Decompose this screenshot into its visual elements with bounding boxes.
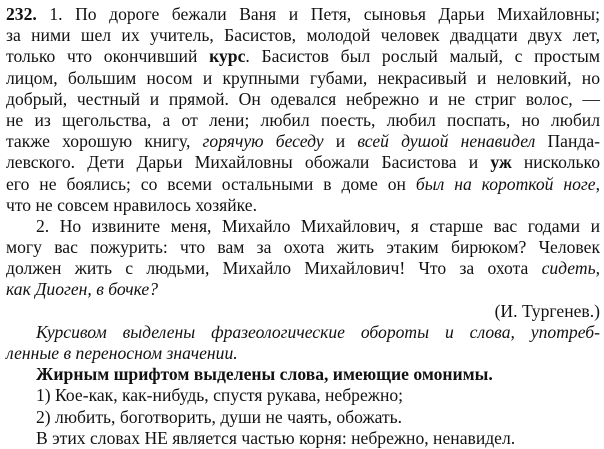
text-line xyxy=(6,46,600,67)
text-segment: должен жить с людьми, Михайло Михайлович! Что за охота xyxy=(6,258,542,279)
italic-phrase: всей душой ненавидел xyxy=(357,131,536,152)
text-segment: нисколько xyxy=(511,152,600,173)
text-segment: . Басистов был рослый малый, с простым xyxy=(245,46,600,67)
text-line xyxy=(6,258,600,279)
italic-note: ленные в переносном значении. xyxy=(6,343,238,363)
exercise-text xyxy=(6,4,600,449)
italic-phrase: горячую беседу xyxy=(202,131,324,152)
italic-phrase: сидеть, xyxy=(541,258,600,279)
bold-heading: Жирным шрифтом выделены слова, имеющие омонимы. xyxy=(36,364,493,385)
text-segment: его не боялись; со всеми остальными в доме он xyxy=(6,173,416,194)
text-line xyxy=(6,4,600,25)
list-item: 2) любить, боготворить, души не чаять, обожать. xyxy=(36,406,403,427)
text-line: могу вас пожурить: что вам за охота жить этаким бирюком? Человек xyxy=(6,237,600,258)
text-line: что не совсем нравилось хозяйке. xyxy=(6,194,257,215)
attribution: (И. Тургенев.) xyxy=(494,300,600,321)
italic-phrase: был на короткой ноге xyxy=(415,173,596,194)
text-segment: 1. По дороге бежали Ваня и Петя, сыновья Дарьи Михайловны; xyxy=(49,4,600,24)
bold-word: уж xyxy=(490,152,512,173)
text-line: за ними шел их учитель, Басистов, молодой человек двадцати двух лет, xyxy=(6,25,600,46)
exercise-number: 232. xyxy=(6,4,37,24)
text-segment: только что окончивший xyxy=(6,46,210,67)
text-line xyxy=(6,174,600,195)
conclusion-line: В этих словах НЕ является частью корня: небрежно, ненавидел. xyxy=(36,427,516,448)
bold-word: курс xyxy=(209,46,246,67)
text-segment: также хорошую книгу, xyxy=(6,131,203,152)
italic-note: Курсивом выделены фразеологические обороты и слова, употреб- xyxy=(36,321,600,342)
text-segment: , xyxy=(595,173,600,194)
text-segment: левского. Дети Дарьи Михайловны обожали Басистова и xyxy=(6,152,491,173)
italic-phrase: как Диоген, в бочке? xyxy=(6,279,158,300)
text-line: лицом, большим носом и крупными губами, некрасивый и неловкий, но xyxy=(6,67,600,88)
text-line: не из щегольства, а от лени; любил поесть, любил поспать, но любил xyxy=(6,109,600,130)
text-line: 2. Но извините меня, Михайло Михайлович, я старше вас годами и xyxy=(36,215,600,236)
text-segment: и xyxy=(323,131,358,152)
text-line xyxy=(6,131,600,152)
list-item: 1) Кое-как, как-нибудь, спустя рукава, небрежно; xyxy=(36,385,404,406)
text-line: добрый, честный и прямой. Он одевался небрежно и не стриг волос, — xyxy=(6,88,600,109)
text-segment: Панда- xyxy=(535,131,600,152)
text-line xyxy=(6,152,600,173)
